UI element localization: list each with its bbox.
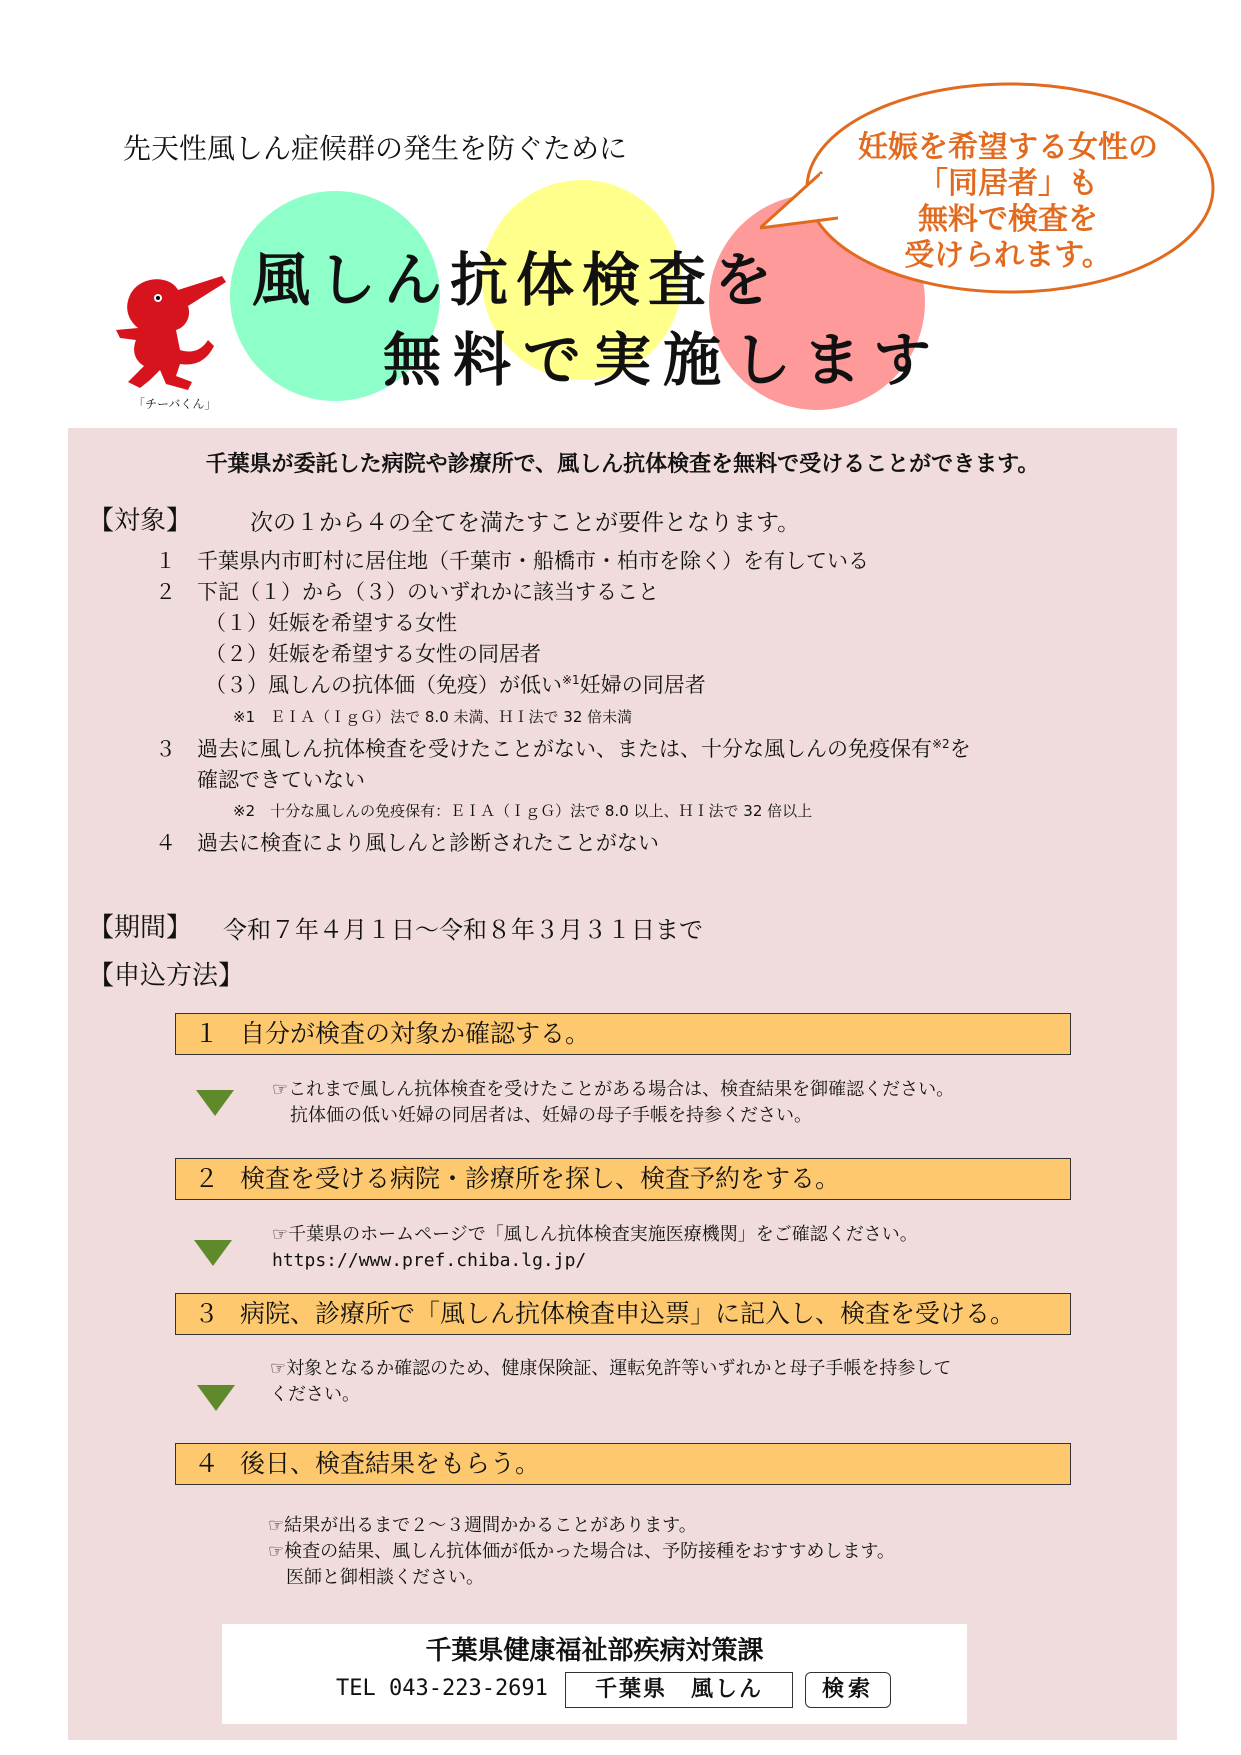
step-4-note: ☞結果が出るまで２～３週間かかることがあります。 ☞検査の結果、風しん抗体価が低かった場合は、予防接種をおすすめします。 医師と御相談ください。 [268,1515,895,1588]
apply-heading: 【申込方法】 [88,961,245,991]
step-1-note: ☞これまで風しん抗体検査を受けたことがある場合は、検査結果を御確認ください。 抗体価の低い妊婦の同居者は、妊婦の母子手帳を持参ください。 [272,1079,955,1126]
target-item-3-cont: 確認できていない [197,768,365,792]
step-2-note: ☞千葉県のホームページで「風しん抗体検査実施医療機関」をご確認ください。 https://www.pref.chiba.lg.jp/ [272,1222,918,1274]
mascot-chiba-kun-icon [110,270,235,395]
target-item-1-num: １ [155,549,176,573]
telephone-number: TEL 043-223-2691 [336,1676,548,1701]
mascot-label: 「チーバくん」 [133,397,217,411]
bubble-line-3: 無料で検査を [918,202,1098,237]
period-text: 令和７年４月１日～令和８年３月３１日まで [223,916,703,944]
target-intro: 次の１から４の全てを満たすことが要件となります。 [250,510,801,536]
subtitle: 先天性風しん症候群の発生を防ぐために [123,132,628,165]
step-2-box: ２ 検査を受ける病院・診療所を探し、検査予約をする。 [175,1158,1071,1200]
bubble-line-1: 妊娠を希望する女性の [858,130,1158,165]
step-3-box: ３ 病院、診療所で「風しん抗体検査申込票」に記入し、検査を受ける。 [175,1293,1071,1335]
target-item-4: 過去に検査により風しんと診断されたことがない [197,831,659,855]
target-item-1: 千葉県内市町村に居住地（千葉市・船橋市・柏市を除く）を有している [197,549,869,573]
target-item-4-num: ４ [155,831,176,855]
note-2: ※2 十分な風しんの免疫保有：ＥＩＡ（ＩｇＧ）法で 8.0 以上、ＨＩ法で 32 倍以上 [233,802,813,820]
title-line-1: 風しん抗体検査を [252,246,781,314]
down-arrow-icon [196,1090,234,1116]
target-item-2: 下記（１）から（３）のいずれかに該当すること [197,580,659,604]
lead-text: 千葉県が委託した病院や診療所で、風しん抗体検査を無料で受けることができます。 [205,452,1040,477]
bubble-line-2: 「同居者」も [918,166,1098,201]
target-sub-1: （１）妊娠を希望する女性 [205,611,457,635]
title-line-2: 無料で実施します [383,326,944,394]
target-item-2-num: ２ [155,580,176,604]
step-1-box: １ 自分が検査の対象か確認する。 [175,1013,1071,1055]
search-box[interactable]: 千葉県 風しん [565,1672,793,1708]
period-heading: 【期間】 [88,913,193,943]
department-name: 千葉県健康福祉部疾病対策課 [425,1636,764,1666]
target-sub-2: （２）妊娠を希望する女性の同居者 [205,642,541,666]
down-arrow-icon [194,1240,232,1266]
target-heading: 【対象】 [88,506,193,536]
bubble-text [808,130,1208,274]
target-item-3: 過去に風しん抗体検査を受けたことがない、または、十分な風しんの免疫保有$^{※2}$を [197,737,971,761]
down-arrow-icon [197,1385,235,1411]
bubble-line-4: 受けられます。 [904,238,1112,273]
note-1: ※1 ＥＩＡ（ＩｇＧ）法で 8.0 未満、ＨＩ法で 32 倍未満 [233,708,633,726]
step-4-box: ４ 後日、検査結果をもらう。 [175,1443,1071,1485]
search-button[interactable]: 検索 [805,1672,891,1708]
target-sub-3: （３）風しんの抗体価（免疫）が低い$^{※1}$妊婦の同居者 [205,673,706,697]
homepage-url-link[interactable]: https://www.pref.chiba.lg.jp/ [272,1250,587,1271]
target-item-3-num: ３ [155,737,176,761]
step-3-note: ☞対象となるか確認のため、健康保険証、運転免許等いずれかと母子手帳を持参して ください。 [270,1358,952,1405]
